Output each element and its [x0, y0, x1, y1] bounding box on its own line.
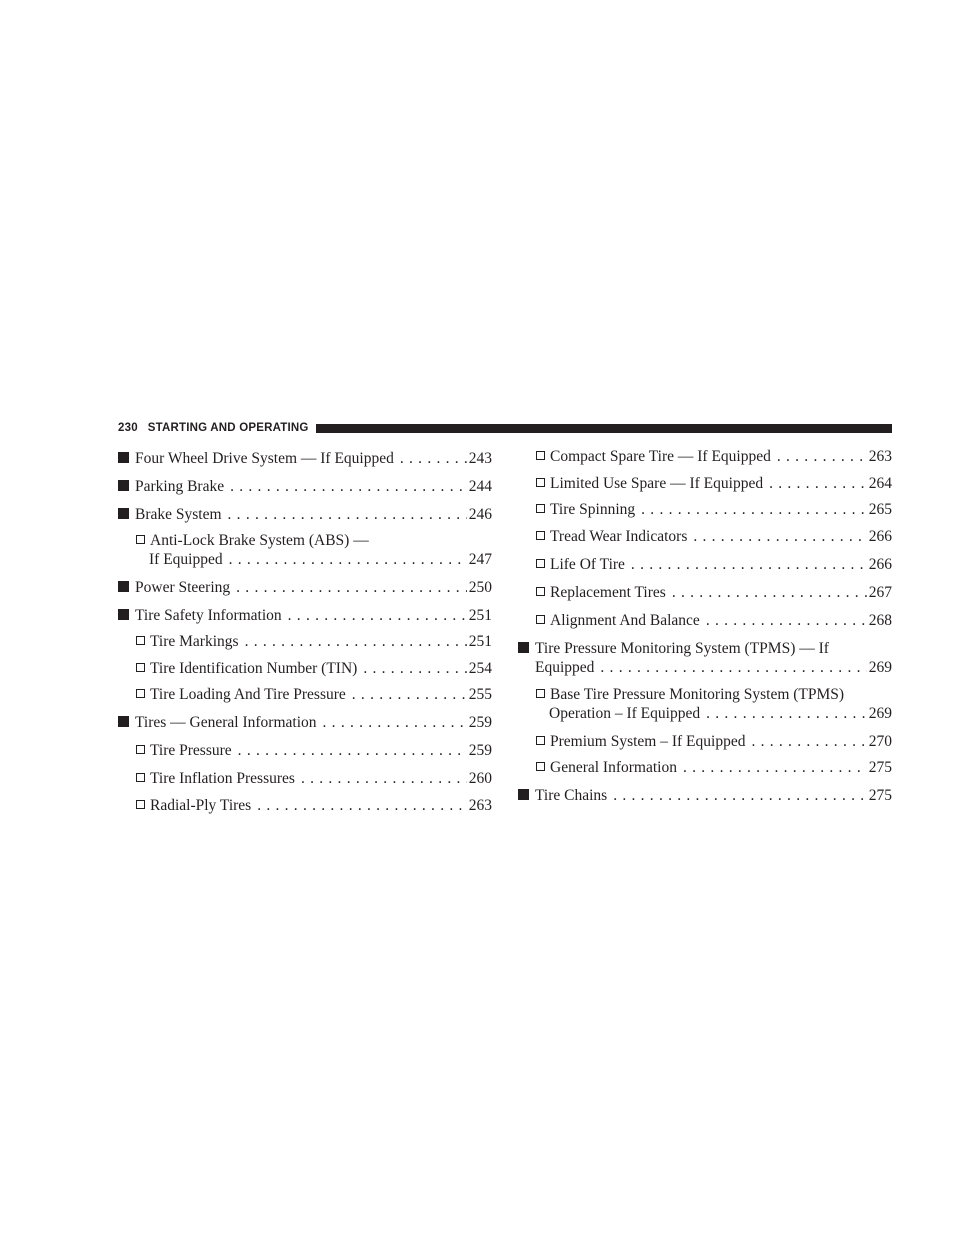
toc-page-number: 269: [868, 705, 892, 722]
toc-entry[interactable]: [536, 447, 892, 466]
toc-page-number: 259: [468, 714, 492, 731]
toc-entry[interactable]: [536, 500, 892, 519]
bullet-box-icon: [136, 663, 145, 672]
toc-page-number: 269: [868, 659, 892, 676]
dot-leader: [229, 550, 467, 569]
toc-page-number: 251: [468, 607, 492, 624]
dot-leader: [238, 741, 467, 760]
bullet-square-icon: [118, 609, 129, 620]
bullet-box-icon: [536, 531, 545, 540]
toc-page-number: 264: [868, 475, 892, 492]
toc-entry-title: Brake System: [135, 506, 222, 523]
toc-entry-title: Compact Spare Tire — If Equipped: [550, 448, 771, 465]
dot-leader: [613, 786, 867, 805]
toc-entry[interactable]: [518, 786, 892, 805]
toc-page-number: 259: [468, 742, 492, 759]
toc-entry[interactable]: [518, 639, 892, 677]
toc-entry-title: Limited Use Spare — If Equipped: [550, 475, 764, 492]
dot-leader: [706, 611, 867, 630]
toc-entry[interactable]: [536, 527, 892, 546]
bullet-box-icon: [536, 504, 545, 513]
toc-page-number: 250: [468, 579, 492, 596]
toc-page-number: 267: [868, 584, 892, 601]
toc-page-number: 243: [468, 450, 492, 467]
bullet-square-icon: [118, 508, 129, 519]
toc-page-number: 260: [468, 770, 492, 787]
toc-entry[interactable]: [118, 505, 492, 524]
section-title: STARTING AND OPERATING: [147, 422, 309, 434]
toc-page-number: 255: [468, 686, 492, 703]
dot-leader: [228, 505, 467, 524]
bullet-square-icon: [518, 642, 529, 653]
toc-entry-title: Operation – If Equipped: [549, 705, 701, 722]
toc-entry[interactable]: [136, 796, 492, 815]
toc-entry[interactable]: [136, 632, 492, 651]
toc-entry-title: Tire Chains: [535, 787, 608, 804]
toc-page-number: 266: [868, 556, 892, 573]
toc-entry[interactable]: [536, 611, 892, 630]
bullet-box-icon: [536, 736, 545, 745]
bullet-box-icon: [536, 587, 545, 596]
toc-entry[interactable]: [536, 555, 892, 574]
toc-entry[interactable]: [136, 769, 492, 788]
toc-entry[interactable]: [118, 578, 492, 597]
toc-page-number: 268: [868, 612, 892, 629]
toc-entry-title: Tires — General Information: [135, 714, 317, 731]
toc-entry-title: Tire Inflation Pressures: [150, 770, 295, 787]
dot-leader: [751, 732, 866, 751]
toc-page-number: 263: [868, 448, 892, 465]
bullet-square-icon: [518, 789, 529, 800]
header-rule: [316, 424, 892, 433]
page-number: 230: [118, 422, 138, 434]
dot-leader: [631, 555, 867, 574]
toc-entry-title: Tire Markings: [150, 633, 239, 650]
toc-entry-title: Radial-Ply Tires: [150, 797, 252, 814]
bullet-square-icon: [118, 581, 129, 592]
dot-leader: [363, 659, 466, 678]
dot-leader: [706, 704, 867, 723]
toc-entry[interactable]: [536, 685, 892, 723]
bullet-box-icon: [136, 535, 145, 544]
toc-page-number: 246: [468, 506, 492, 523]
toc-page-number: 254: [468, 660, 492, 677]
running-header: [118, 420, 892, 436]
toc-entry[interactable]: [136, 741, 492, 760]
toc-page-number: 251: [468, 633, 492, 650]
bullet-box-icon: [536, 689, 545, 698]
toc-entry-title: Tread Wear Indicators: [550, 528, 688, 545]
bullet-box-icon: [136, 689, 145, 698]
dot-leader: [683, 758, 867, 777]
toc-page-number: 266: [868, 528, 892, 545]
toc-entry-title: Life Of Tire: [550, 556, 625, 573]
dot-leader: [257, 796, 467, 815]
dot-leader: [777, 447, 867, 466]
bullet-box-icon: [136, 636, 145, 645]
toc-entry[interactable]: [536, 583, 892, 602]
toc-page-number: 275: [868, 787, 892, 804]
dot-leader: [600, 658, 866, 677]
bullet-box-icon: [536, 762, 545, 771]
toc-entry[interactable]: [536, 758, 892, 777]
toc-entry[interactable]: [136, 531, 492, 569]
toc-page-number: 247: [468, 551, 492, 568]
toc-entry-title: Base Tire Pressure Monitoring System (TPMS): [550, 686, 845, 703]
bullet-square-icon: [118, 716, 129, 727]
toc-entry-title: Tire Pressure: [150, 742, 232, 759]
toc-entry-title: Tire Pressure Monitoring System (TPMS) — If: [535, 640, 829, 657]
toc-entry[interactable]: [536, 732, 892, 751]
toc-page-number: 270: [868, 733, 892, 750]
dot-leader: [301, 769, 467, 788]
toc-entry-title: Anti-Lock Brake System (ABS) —: [150, 532, 369, 549]
dot-leader: [672, 583, 867, 602]
toc-entry[interactable]: [118, 449, 492, 468]
toc-entry-title: Power Steering: [135, 579, 231, 596]
toc-entry[interactable]: [536, 474, 892, 493]
dot-leader: [641, 500, 867, 519]
bullet-box-icon: [536, 615, 545, 624]
bullet-box-icon: [136, 800, 145, 809]
toc-entry-title: Premium System – If Equipped: [550, 733, 746, 750]
toc-entry-title: Tire Loading And Tire Pressure: [150, 686, 346, 703]
dot-leader: [400, 449, 467, 468]
bullet-box-icon: [536, 478, 545, 487]
dot-leader: [693, 527, 866, 546]
toc-entry-title: Replacement Tires: [550, 584, 666, 601]
toc-entry-title: Tire Identification Number (TIN): [150, 660, 358, 677]
toc-page-number: 263: [468, 797, 492, 814]
dot-leader: [352, 685, 467, 704]
toc-entry-title: Parking Brake: [135, 478, 225, 495]
toc-entry-title: Four Wheel Drive System — If Equipped: [135, 450, 394, 467]
toc-page-number: 265: [868, 501, 892, 518]
toc-entry-title: Alignment And Balance: [550, 612, 700, 629]
toc-page-number: 244: [468, 478, 492, 495]
toc-page-number: 275: [868, 759, 892, 776]
toc-entry[interactable]: [136, 685, 492, 704]
dot-leader: [288, 606, 467, 625]
toc-entry[interactable]: [118, 713, 492, 732]
bullet-square-icon: [118, 480, 129, 491]
toc-entry[interactable]: [136, 659, 492, 678]
dot-leader: [230, 477, 467, 496]
toc-entry-title: Tire Spinning: [550, 501, 636, 518]
bullet-box-icon: [136, 773, 145, 782]
bullet-square-icon: [118, 452, 129, 463]
toc-entry-title: Equipped: [535, 659, 595, 676]
toc-entry-title: If Equipped: [149, 551, 223, 568]
dot-leader: [769, 474, 867, 493]
dot-leader: [245, 632, 467, 651]
dot-leader: [323, 713, 467, 732]
bullet-box-icon: [136, 745, 145, 754]
toc-entry[interactable]: [118, 477, 492, 496]
toc-entry-title: General Information: [550, 759, 677, 776]
bullet-box-icon: [536, 451, 545, 460]
dot-leader: [236, 578, 467, 597]
toc-entry[interactable]: [118, 606, 492, 625]
bullet-box-icon: [536, 559, 545, 568]
toc-entry-title: Tire Safety Information: [135, 607, 282, 624]
